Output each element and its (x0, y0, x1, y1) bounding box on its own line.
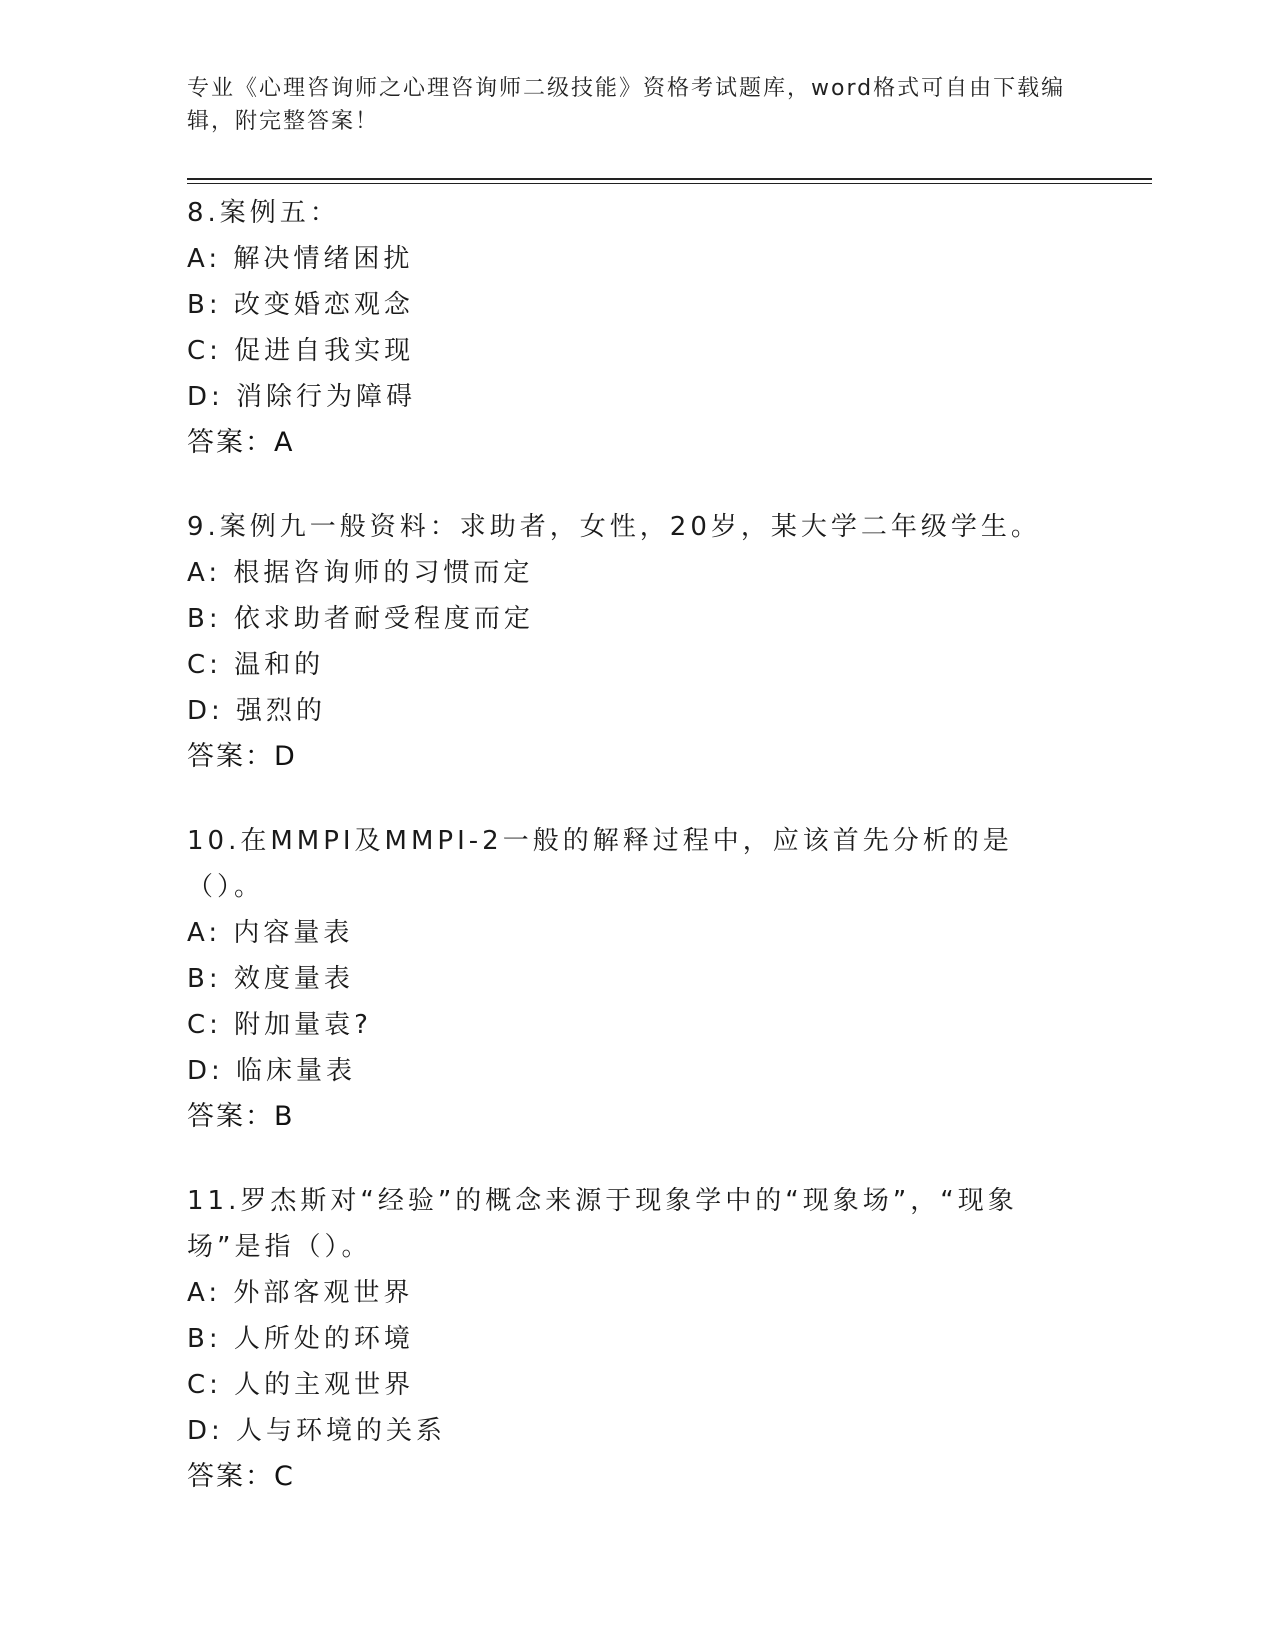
option-a: A: 外部客观世界 (187, 1278, 414, 1308)
option-c: C: 附加量袁? (187, 1010, 372, 1040)
option-d: D: 人与环境的关系 (187, 1416, 447, 1446)
option-a: A: 解决情绪困扰 (187, 244, 414, 274)
header-divider-thin (187, 183, 1152, 184)
question-text: 10.在MMPI及MMPI-2一般的解释过程中，应该首先分析的是（）。 (187, 826, 1013, 902)
question-list (187, 190, 1152, 1538)
option-c: C: 人的主观世界 (187, 1370, 415, 1400)
option-b: B: 人所处的环境 (187, 1324, 414, 1354)
option-d: D: 消除行为障碍 (187, 382, 417, 412)
option-d: D: 强烈的 (187, 696, 327, 726)
option-a: A: 内容量表 (187, 918, 354, 948)
question-text: 9.案例九一般资料：求助者，女性，20岁，某大学二年级学生。 (187, 512, 1041, 542)
option-c: C: 温和的 (187, 650, 325, 680)
answer-text: 答案：B (187, 1101, 295, 1132)
option-d: D: 临床量表 (187, 1056, 357, 1086)
question-11 (187, 1178, 1152, 1500)
option-a: A: 根据咨询师的习惯而定 (187, 558, 534, 588)
header-divider-thick (187, 178, 1152, 180)
question-8 (187, 190, 1152, 466)
question-text: 11.罗杰斯对“经验”的概念来源于现象学中的“现象场”，“现象场”是指（）。 (187, 1186, 1018, 1262)
question-text: 8.案例五： (187, 198, 340, 228)
document-header: 专业《心理咨询师之心理咨询师二级技能》资格考试题库，word格式可自由下载编辑，附完整答案！ (187, 76, 1066, 134)
answer-text: 答案：C (187, 1461, 295, 1492)
option-b: B: 依求助者耐受程度而定 (187, 604, 534, 634)
answer-text: 答案：D (187, 741, 297, 772)
question-10 (187, 818, 1152, 1140)
question-9 (187, 504, 1152, 780)
answer-text: 答案：A (187, 427, 295, 458)
option-c: C: 促进自我实现 (187, 336, 415, 366)
option-b: B: 效度量表 (187, 964, 354, 994)
option-b: B: 改变婚恋观念 (187, 290, 414, 320)
